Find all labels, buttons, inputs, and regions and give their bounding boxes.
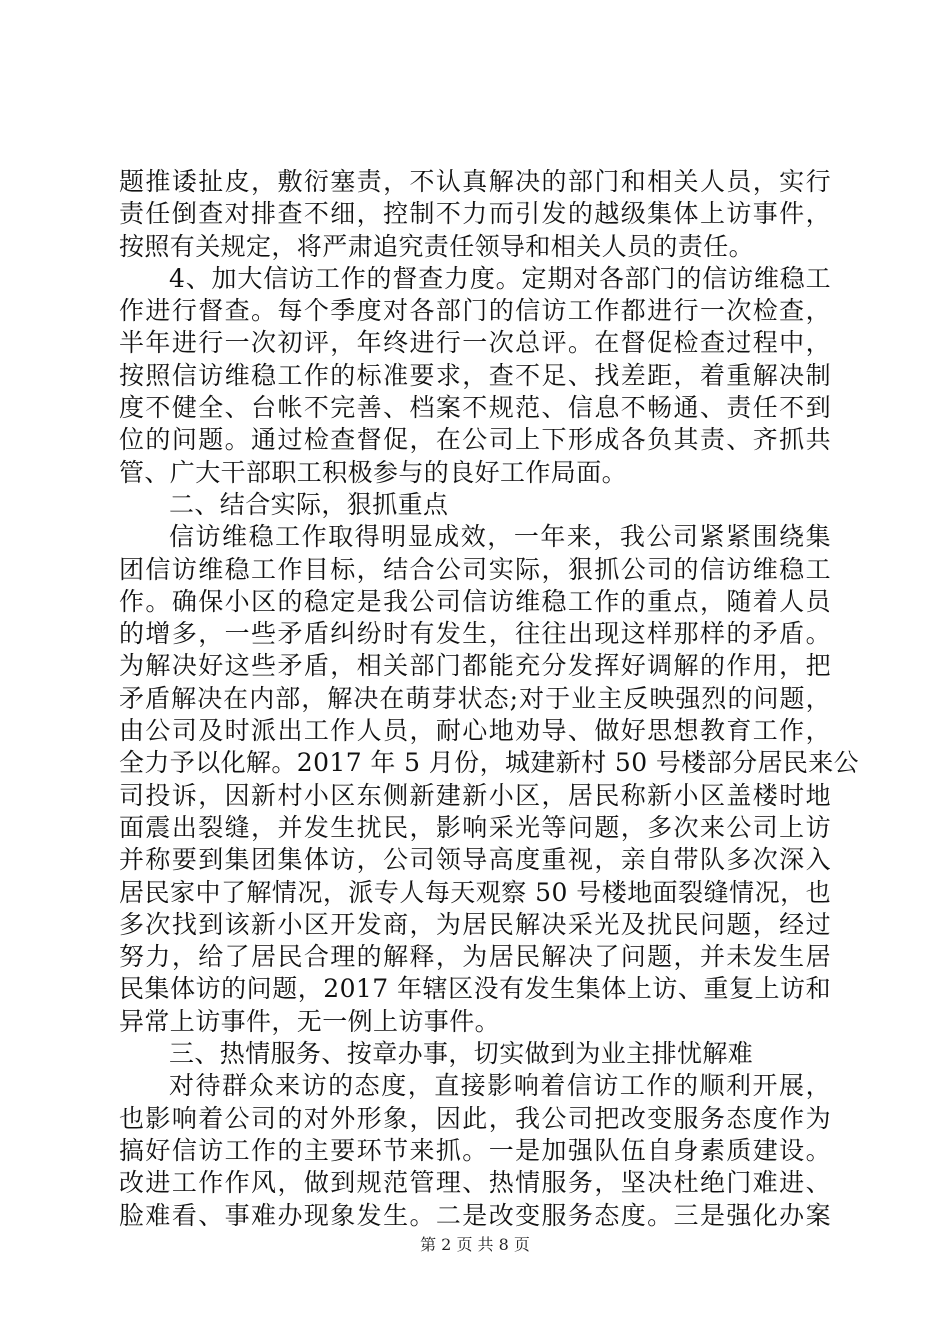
text-line: 管、广大干部职工积极参与的良好工作局面。: [119, 457, 628, 487]
text-line: 信访维稳工作取得明显成效，一年来，我公司紧紧围绕集: [169, 522, 831, 552]
text-line: 脸难看、事难办现象发生。二是改变服务态度。三是强化办案: [119, 1200, 831, 1230]
text-line: 面震出裂缝，并发生扰民，影响采光等问题，多次来公司上访: [119, 812, 831, 842]
text-line: 度不健全、台帐不完善、档案不规范、信息不畅通、责任不到: [119, 393, 831, 423]
text-line: 为解决好这些矛盾，相关部门都能充分发挥好调解的作用，把: [119, 651, 831, 681]
text-line: 由公司及时派出工作人员，耐心地劝导、做好思想教育工作，: [119, 716, 831, 746]
text-line: 司投诉，因新村小区东侧新建新小区，居民称新小区盖楼时地: [119, 780, 831, 810]
text-line: 按照有关规定，将严肃追究责任领导和相关人员的责任。: [119, 231, 755, 261]
text-line: 4、加大信访工作的督查力度。定期对各部门的信访维稳工: [169, 263, 831, 293]
text-line: 居民家中了解情况，派专人每天观察 50 号楼地面裂缝情况，也: [119, 877, 831, 907]
text-line: 团信访维稳工作目标，结合公司实际，狠抓公司的信访维稳工: [119, 554, 831, 584]
text-line: 半年进行一次初评，年终进行一次总评。在督促检查过程中，: [119, 328, 831, 358]
text-line: 作。确保小区的稳定是我公司信访维稳工作的重点，随着人员: [119, 586, 831, 616]
text-line: 多次找到该新小区开发商，为居民解决采光及扰民问题，经过: [119, 909, 831, 939]
text-line: 作进行督查。每个季度对各部门的信访工作都进行一次检查，: [119, 296, 831, 326]
page-footer: 第 2 页 共 8 页: [420, 1235, 530, 1254]
text-line: 对待群众来访的态度，直接影响着信访工作的顺利开展，: [169, 1071, 831, 1101]
text-line: 位的问题。通过检查督促，在公司上下形成各负其责、齐抓共: [119, 425, 831, 455]
text-line: 搞好信访工作的主要环节来抓。一是加强队伍自身素质建设。: [119, 1135, 831, 1165]
text-line: 三、热情服务、按章办事，切实做到为业主排忧解难: [169, 1039, 754, 1069]
text-line: 改进工作作风，做到规范管理、热情服务，坚决杜绝门难进、: [119, 1168, 831, 1198]
text-line: 按照信访维稳工作的标准要求，查不足、找差距，着重解决制: [119, 360, 831, 390]
text-line: 异常上访事件，无一例上访事件。: [119, 1006, 501, 1036]
text-line: 全力予以化解。2017 年 5 月份，城建新村 50 号楼部分居民来公: [119, 748, 860, 778]
text-line: 责任倒查对排查不细，控制不力而引发的越级集体上访事件，: [119, 199, 831, 229]
text-line: 二、结合实际，狠抓重点: [169, 489, 449, 519]
text-line: 努力，给了居民合理的解释，为居民解决了问题，并未发生居: [119, 942, 831, 972]
text-line: 的增多，一些矛盾纠纷时有发生，往往出现这样那样的矛盾。: [119, 619, 831, 649]
text-line: 矛盾解决在内部，解决在萌芽状态;对于业主反映强烈的问题，: [119, 683, 831, 713]
text-line: 也影响着公司的对外形象，因此，我公司把改变服务态度作为: [119, 1103, 831, 1133]
document-body: [119, 166, 860, 1232]
text-line: 题推诿扯皮，敷衍塞责，不认真解决的部门和相关人员，实行: [119, 167, 831, 196]
text-line: 并称要到集团集体访，公司领导高度重视，亲自带队多次深入: [119, 845, 831, 875]
text-line: 民集体访的问题，2017 年辖区没有发生集体上访、重复上访和: [119, 974, 831, 1004]
